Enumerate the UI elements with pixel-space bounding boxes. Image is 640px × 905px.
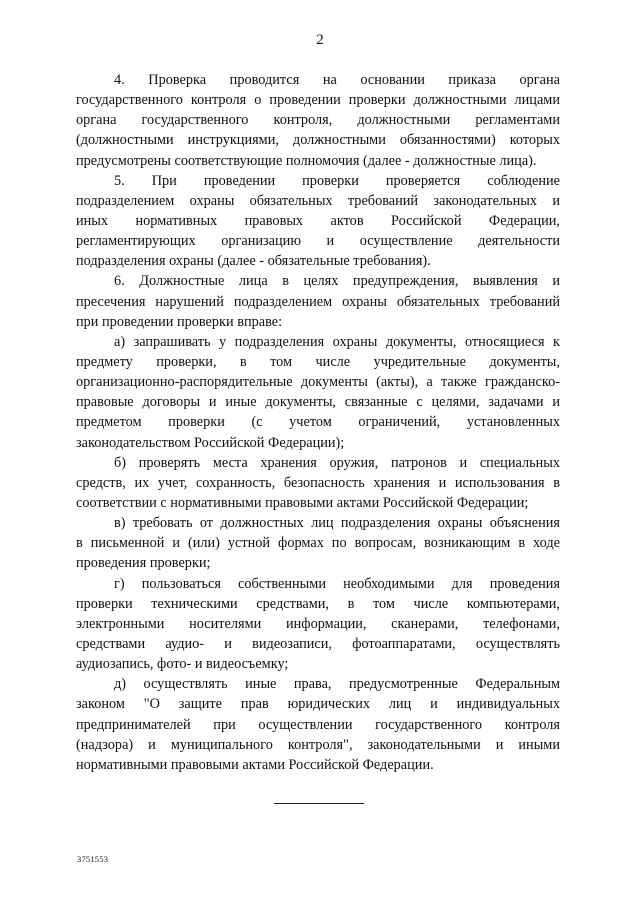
subitem-a [76, 332, 560, 453]
text-line: предпринимателей при осуществлении государственного контроля [76, 716, 560, 733]
text-line: нормативными правовыми актами Российской Федерации. [76, 756, 434, 773]
subitem-b [76, 453, 560, 513]
text-line: соответствии с нормативными правовыми актами Российской Федерации; [76, 494, 529, 511]
text-line: средствами аудио- и видеозаписи, фотоаппаратами, осуществлять [76, 635, 560, 652]
text-line: (должностными инструкциями, должностными обязанностями) которых [76, 132, 560, 149]
text-line: законом "О защите прав юридических лиц и индивидуальных [76, 696, 560, 713]
text-line: органа государственного контроля, должностными регламентами [76, 112, 560, 129]
text-line: предмету проверки, в том числе учредительные документы, [76, 353, 560, 370]
end-separator-line [274, 803, 364, 804]
text-line: регламентирующих организацию и осуществление деятельности [76, 233, 560, 250]
text-line: г) пользоваться собственными необходимыми для проведения [114, 575, 560, 592]
text-line: б) проверять места хранения оружия, патронов и специальных [114, 454, 560, 471]
text-line: пресечения нарушений подразделением охраны обязательных требований [76, 293, 560, 310]
document-body [76, 70, 560, 775]
page-number: 2 [316, 32, 324, 48]
text-line: а) запрашивать у подразделения охраны документы, относящиеся к [114, 333, 560, 350]
text-line: при проведении проверки вправе: [76, 313, 283, 330]
text-line: предметом проверки (с учетом ограничений, установленных [76, 414, 560, 431]
text-line: организационно-распорядительные документы (акты), а также гражданско- [76, 374, 560, 391]
text-line: 5. При проведении проверки проверяется соблюдение [114, 172, 560, 189]
text-line: государственного контроля о проведении проверки должностными лицами [76, 92, 560, 109]
paragraph-4 [76, 70, 560, 171]
subitem-v [76, 513, 560, 573]
text-line: правовые договоры и иные документы, связанные с целями, задачами и [76, 394, 560, 411]
text-line: подразделением охраны обязательных требований законодательных и [76, 192, 560, 209]
text-line: в письменной и (или) устной формах по вопросам, возникающим в ходе [76, 535, 560, 552]
text-line: 6. Должностные лица в целях предупреждения, выявления и [114, 273, 560, 290]
text-line: проведения проверки; [76, 555, 211, 572]
text-line: (надзора) и муниципального контроля", законодательными и иными [76, 736, 560, 753]
text-line: 4. Проверка проводится на основании приказа органа [114, 72, 560, 88]
text-line: законодательством Российской Федерации); [76, 434, 345, 451]
paragraph-5 [76, 171, 560, 272]
text-line: подразделения охраны (далее - обязательные требования). [76, 253, 431, 270]
text-line: средств, их учет, сохранность, безопасность хранения и использования в [76, 474, 560, 491]
document-code: 3751553 [77, 854, 109, 864]
text-line: проверки техническими средствами, в том числе компьютерами, [76, 595, 560, 612]
text-line: в) требовать от должностных лиц подразделения охраны объяснения [114, 515, 560, 532]
text-line: аудиозапись, фото- и видеосъемку; [76, 656, 289, 673]
paragraph-6 [76, 271, 560, 331]
subitem-g [76, 574, 560, 675]
text-line: предусмотрены соответствующие полномочия (далее - должностные лица). [76, 152, 537, 169]
subitem-d [76, 674, 560, 775]
text-line: электронными носителями информации, сканерами, телефонами, [76, 615, 560, 632]
text-line: иных нормативных правовых актов Российской Федерации, [76, 212, 560, 229]
text-line: д) осуществлять иные права, предусмотренные Федеральным [114, 676, 560, 693]
